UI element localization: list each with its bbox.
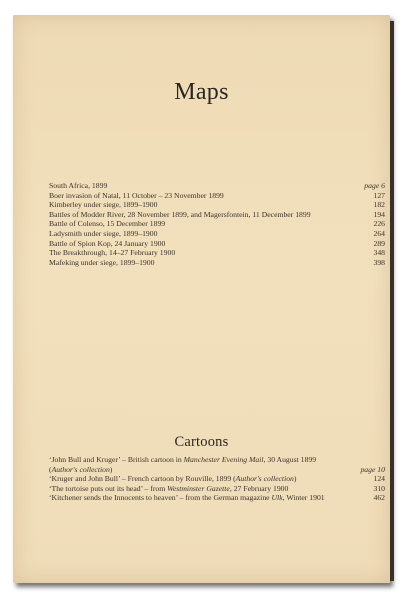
list-item	[49, 210, 387, 220]
entry-page: 182	[373, 200, 385, 210]
list-item	[49, 229, 387, 239]
entry-text: Mafeking under siege, 1899–1900	[49, 257, 155, 267]
entry-text: Boer invasion of Natal, 11 October – 23 November 1899	[49, 190, 224, 200]
maps-list	[49, 181, 387, 267]
entry-text-part: , Winter 1901	[282, 493, 325, 503]
list-item	[49, 191, 387, 201]
entry-page: 348	[373, 248, 385, 258]
cartoons-list	[49, 455, 387, 503]
entry-text: Kimberley under siege, 1899–1900	[49, 200, 158, 210]
entry-text	[49, 455, 343, 474]
entry-text-italic: Westminster Gazette	[167, 483, 230, 493]
entry-text	[49, 493, 343, 503]
list-item	[49, 474, 387, 484]
entry-text-italic: Manchester Evening Mail	[183, 455, 264, 464]
entry-text-part: ‘Kruger and John Bull’ – French cartoon by Rouville, 1899 (	[49, 474, 236, 484]
list-item	[49, 484, 387, 494]
entry-page: 127	[373, 190, 385, 200]
book-page	[13, 15, 390, 583]
entry-page: 398	[373, 257, 385, 267]
entry-page: 289	[373, 238, 385, 248]
entry-page: page 10	[360, 464, 385, 474]
list-item	[49, 239, 387, 249]
entry-text-part: ‘The tortoise puts out its head’ – from	[49, 483, 168, 493]
entry-page: 194	[373, 209, 385, 219]
entry-text-italic: Author's collection	[51, 464, 110, 474]
list-item	[49, 455, 387, 474]
list-item	[49, 200, 387, 210]
list-item	[49, 248, 387, 258]
entry-text-part: ‘Kitchener sends the Innocents to heaven’ – from the German magazine	[49, 493, 272, 503]
entry-page: 462	[373, 493, 385, 503]
entry-text-italic: Ulk	[271, 493, 283, 503]
entry-text	[49, 484, 343, 494]
entry-text-part: )	[109, 464, 113, 474]
list-item	[49, 258, 387, 268]
entry-page: 226	[373, 219, 385, 229]
cartoons-heading: Cartoons	[174, 434, 229, 450]
entry-page: 310	[373, 483, 385, 493]
entry-text: Battles of Modder River, 28 November 1899, and Magersfontein, 11 December 1899	[49, 209, 311, 219]
entry-text: Battle of Spion Kop, 24 January 1900	[49, 238, 166, 248]
list-item	[49, 493, 387, 503]
entry-page: 124	[373, 474, 385, 484]
entry-text	[49, 474, 343, 484]
entry-text-part: , 27 February 1900	[229, 483, 289, 493]
entry-text: South Africa, 1899	[49, 181, 108, 190]
list-item	[49, 219, 387, 229]
entry-text: Battle of Colenso, 15 December 1899	[49, 219, 166, 229]
maps-heading: Maps	[174, 79, 229, 105]
entry-text: The Breakthrough, 14–27 February 1900	[49, 248, 176, 258]
entry-text-part: , 30 August 1899 (	[49, 455, 317, 474]
entry-text-italic: Author's collection	[235, 474, 294, 484]
entry-page: page 6	[364, 181, 385, 190]
entry-text: Ladysmith under siege, 1899–1900	[49, 228, 158, 238]
entry-page: 264	[373, 228, 385, 238]
entry-text-part: ‘John Bull and Kruger’ – British cartoon in	[49, 455, 184, 464]
entry-text-part: )	[293, 474, 297, 484]
list-item	[49, 181, 387, 191]
